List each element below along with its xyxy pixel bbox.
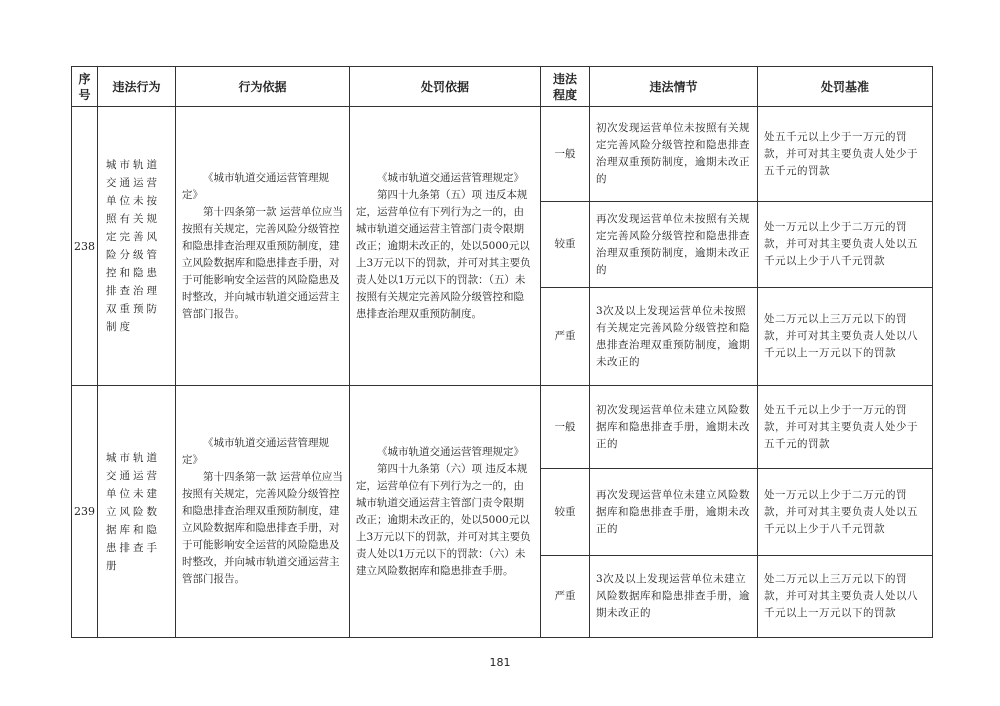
standard-cell: 处一万元以上少于二万元的罚款，并可对其主要负责人处以五千元以上少于八千元罚款 [758, 469, 933, 556]
penalty-text: 第四十九条第（六）项 违反本规定，运营单位有下列行为之一的，由城市轨道交通运营主管部门责令限期改正；逾期未改正的，处以5000元以上3万元以下的罚款，并可对其主要负责人处以1万元以下的罚款：（六）未建立风险数据库和隐患排查手册。 [356, 462, 531, 577]
header-seq: 序号 [72, 67, 98, 107]
penalty-table [71, 66, 933, 638]
row-act: 城市轨道交通运营单位未建立风险数据库和隐患排查手册 [98, 386, 176, 638]
page-number: 181 [489, 656, 511, 669]
basis-title: 《城市轨道交通运营管理规定》 [182, 171, 329, 201]
standard-cell: 处二万元以上三万元以下的罚款，并可对其主要负责人处以八千元以上一万元以下的罚款 [758, 556, 933, 638]
standard-cell: 处五千元以上少于一万元的罚款，并可对其主要负责人处少于五千元的罚款 [758, 386, 933, 469]
row-seq: 239 [72, 386, 98, 638]
standard-cell: 处五千元以上少于一万元的罚款，并可对其主要负责人处少于五千元的罚款 [758, 107, 933, 202]
penalty-title: 《城市轨道交通运营管理规定》 [377, 445, 524, 458]
situation-cell: 再次发现运营单位未建立风险数据库和隐患排查手册，逾期未改正的 [590, 469, 758, 556]
row-seq: 238 [72, 107, 98, 386]
row-act: 城市轨道交通运营单位未按照有关规定完善风险分级管控和隐患排查治理双重预防制度 [98, 107, 176, 386]
row-basis [176, 107, 350, 386]
penalty-text: 第四十九条第（五）项 违反本规定，运营单位有下列行为之一的，由城市轨道交通运营主管部门责令限期改正；逾期未改正的，处以5000元以上3万元以下的罚款，并可对其主要负责人处以1万元以下的罚款：（五）未按照有关规定完善风险分级管控和隐患排查治理双重预防制度。 [356, 188, 531, 320]
table-row [72, 107, 933, 202]
header-act: 违法行为 [98, 67, 176, 107]
row-penalty [350, 386, 541, 638]
header-row [72, 67, 933, 107]
basis-text: 第十四条第一款 运营单位应当按照有关规定，完善风险分级管控和隐患排查治理双重预防制度，建立风险数据库和隐患排查手册，对于可能影响安全运营的风险隐患及时整改，并向城市轨道交通运营主管部门报告。 [182, 205, 343, 320]
standard-cell: 处一万元以上少于二万元的罚款，并可对其主要负责人处以五千元以上少于八千元罚款 [758, 202, 933, 288]
situation-cell: 初次发现运营单位未建立风险数据库和隐患排查手册，逾期未改正的 [590, 386, 758, 469]
degree-cell: 一般 [541, 107, 590, 202]
table-row [72, 386, 933, 469]
degree-cell: 严重 [541, 288, 590, 386]
degree-cell: 一般 [541, 386, 590, 469]
degree-cell: 严重 [541, 556, 590, 638]
basis-text: 第十四条第一款 运营单位应当按照有关规定，完善风险分级管控和隐患排查治理双重预防制度，建立风险数据库和隐患排查手册，对于可能影响安全运营的风险隐患及时整改，并向城市轨道交通运营主管部门报告。 [182, 471, 343, 585]
degree-cell: 较重 [541, 202, 590, 288]
situation-cell: 3次及以上发现运营单位未按照有关规定完善风险分级管控和隐患排查治理双重预防制度，逾期未改正的 [590, 288, 758, 386]
situation-cell: 再次发现运营单位未按照有关规定完善风险分级管控和隐患排查治理双重预防制度，逾期未改正的 [590, 202, 758, 288]
header-degree: 违法程度 [541, 67, 590, 107]
header-penalty: 处罚依据 [350, 67, 541, 107]
situation-cell: 初次发现运营单位未按照有关规定完善风险分级管控和隐患排查治理双重预防制度，逾期未改正的 [590, 107, 758, 202]
penalty-title: 《城市轨道交通运营管理规定》 [377, 171, 524, 184]
basis-title: 《城市轨道交通运营管理规定》 [182, 437, 329, 466]
header-standard: 处罚基准 [758, 67, 933, 107]
row-basis [176, 386, 350, 638]
row-penalty [350, 107, 541, 386]
header-situation: 违法情节 [590, 67, 758, 107]
standard-cell: 处二万元以上三万元以下的罚款，并可对其主要负责人处以八千元以上一万元以下的罚款 [758, 288, 933, 386]
header-basis: 行为依据 [176, 67, 350, 107]
degree-cell: 较重 [541, 469, 590, 556]
situation-cell: 3次及以上发现运营单位未建立风险数据库和隐患排查手册，逾期未改正的 [590, 556, 758, 638]
